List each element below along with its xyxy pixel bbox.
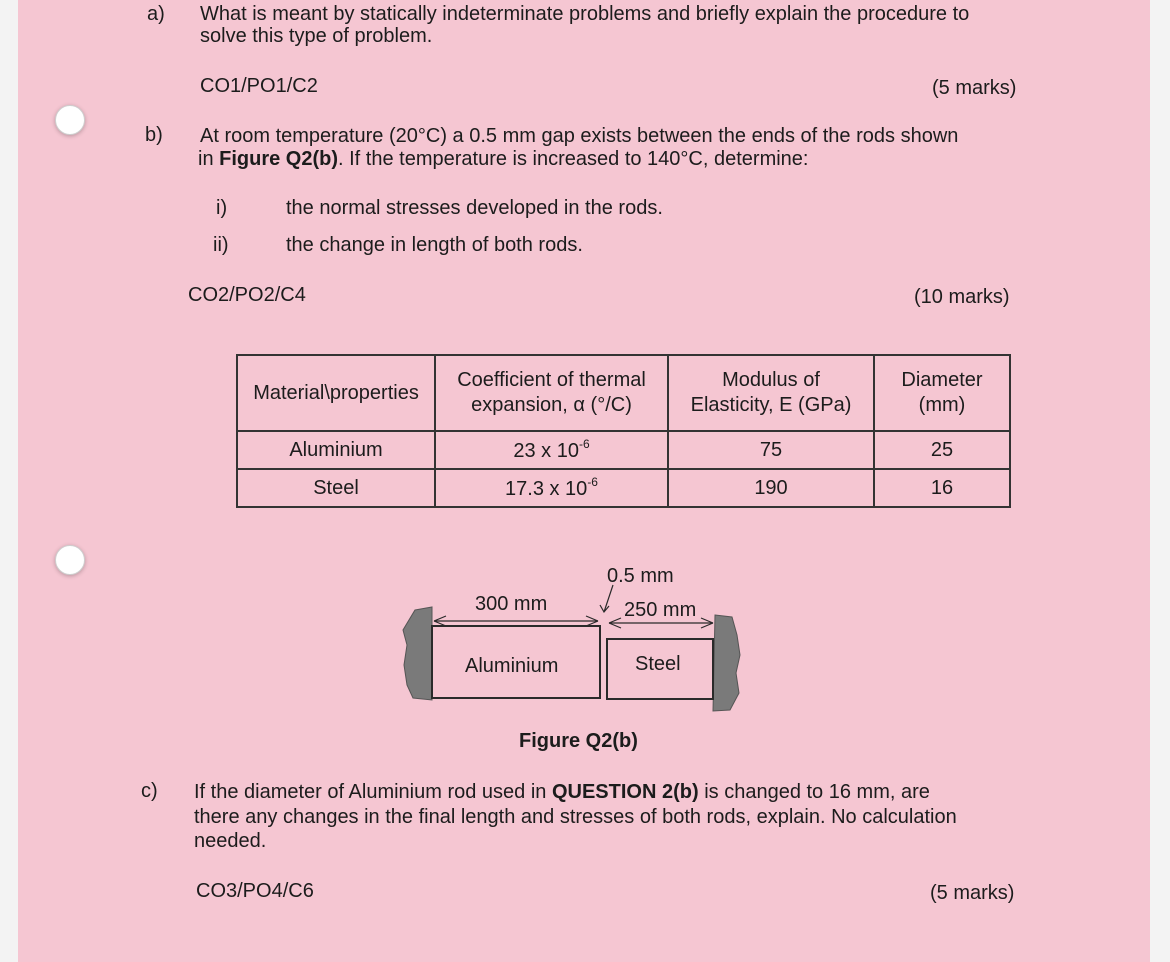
question-c-code: CO3/PO4/C6 [196,880,314,902]
table-header-cell [435,355,668,431]
question-a-code: CO1/PO1/C2 [200,75,318,97]
header-text: expansion, α (°/C) [471,394,632,416]
question-b-line1: At room temperature (20°C) a 0.5 mm gap exists between the ends of the rods shown [200,125,959,147]
gap-pointer-arrow [600,585,613,612]
table-header-cell [668,355,874,431]
table-row [237,469,1010,507]
question-a-line2: solve this type of problem. [200,25,433,47]
figure-reference: Figure Q2(b) [219,148,339,170]
aluminium-label: Aluminium [465,655,559,677]
table-cell-modulus: 75 [668,431,874,469]
table-header-cell [237,355,435,431]
rod-diagram [395,555,755,720]
coef-exponent: -6 [587,475,598,489]
coef-base: 17.3 x 10 [505,478,588,500]
annotation-radio-button-1[interactable] [55,105,85,135]
annotation-radio-button-2[interactable] [55,545,85,575]
right-wall-support [713,615,740,711]
table-row [237,431,1010,469]
header-text: (mm) [918,394,966,416]
table-cell-material: Aluminium [237,431,435,469]
table-cell-material: Steel [237,469,435,507]
header-text: Modulus of [722,369,820,391]
question-b-line2-suffix: . If the temperature is increased to 140°C, determine: [338,148,809,170]
question-b-line2 [198,147,808,171]
gap-label: 0.5 mm [607,565,674,587]
coef-exponent: -6 [578,437,590,451]
page-margin-right [1150,0,1170,962]
header-text: Coefficient of thermal [457,369,646,391]
question-a-label: a) [147,3,165,25]
aluminium-length-label: 300 mm [475,593,548,615]
left-wall-support [403,607,432,700]
question-c-line2: there any changes in the final length and stresses of both rods, explain. No calculation [194,806,957,828]
question-b-line2-prefix: in [198,148,220,170]
question-c-line1-prefix: If the diameter of Aluminium rod used in [194,781,552,803]
header-text: Material\properties [253,381,419,404]
table-cell-coefficient [435,469,668,507]
table-header-row [237,355,1010,431]
header-text: Elasticity, E (GPa) [690,394,852,416]
sub-item-text: the normal stresses developed in the rods. [286,197,663,219]
table-header-cell [874,355,1010,431]
table-cell-coefficient [435,431,668,469]
sub-item-text: the change in length of both rods. [286,234,583,256]
table-cell-diameter: 25 [874,431,1010,469]
question-b-marks: (10 marks) [914,286,1010,308]
header-text: Diameter [901,369,983,391]
question-c-marks: (5 marks) [930,882,1015,904]
question-a-marks: (5 marks) [932,77,1017,99]
question-c-line1-suffix: is changed to 16 mm, are [698,781,930,803]
question-c-line3: needed. [194,830,267,852]
coef-base: 23 x 10 [513,440,579,462]
sub-item-number: ii) [213,234,229,256]
question-a-line1: What is meant by statically indeterminate problems and briefly explain the procedure to [200,3,970,25]
figure-caption: Figure Q2(b) [519,730,638,752]
question-c-label: c) [141,780,158,802]
table-cell-diameter: 16 [874,469,1010,507]
steel-label: Steel [635,653,681,675]
question-b-code: CO2/PO2/C4 [188,284,306,306]
material-properties-table [236,354,1011,508]
table-cell-modulus: 190 [668,469,874,507]
question-b-label: b) [145,124,163,146]
question-reference: QUESTION 2(b) [551,781,699,803]
page-margin-left [0,0,18,962]
question-c-line1 [194,780,930,804]
sub-item-number: i) [216,197,228,219]
steel-length-label: 250 mm [624,599,697,621]
